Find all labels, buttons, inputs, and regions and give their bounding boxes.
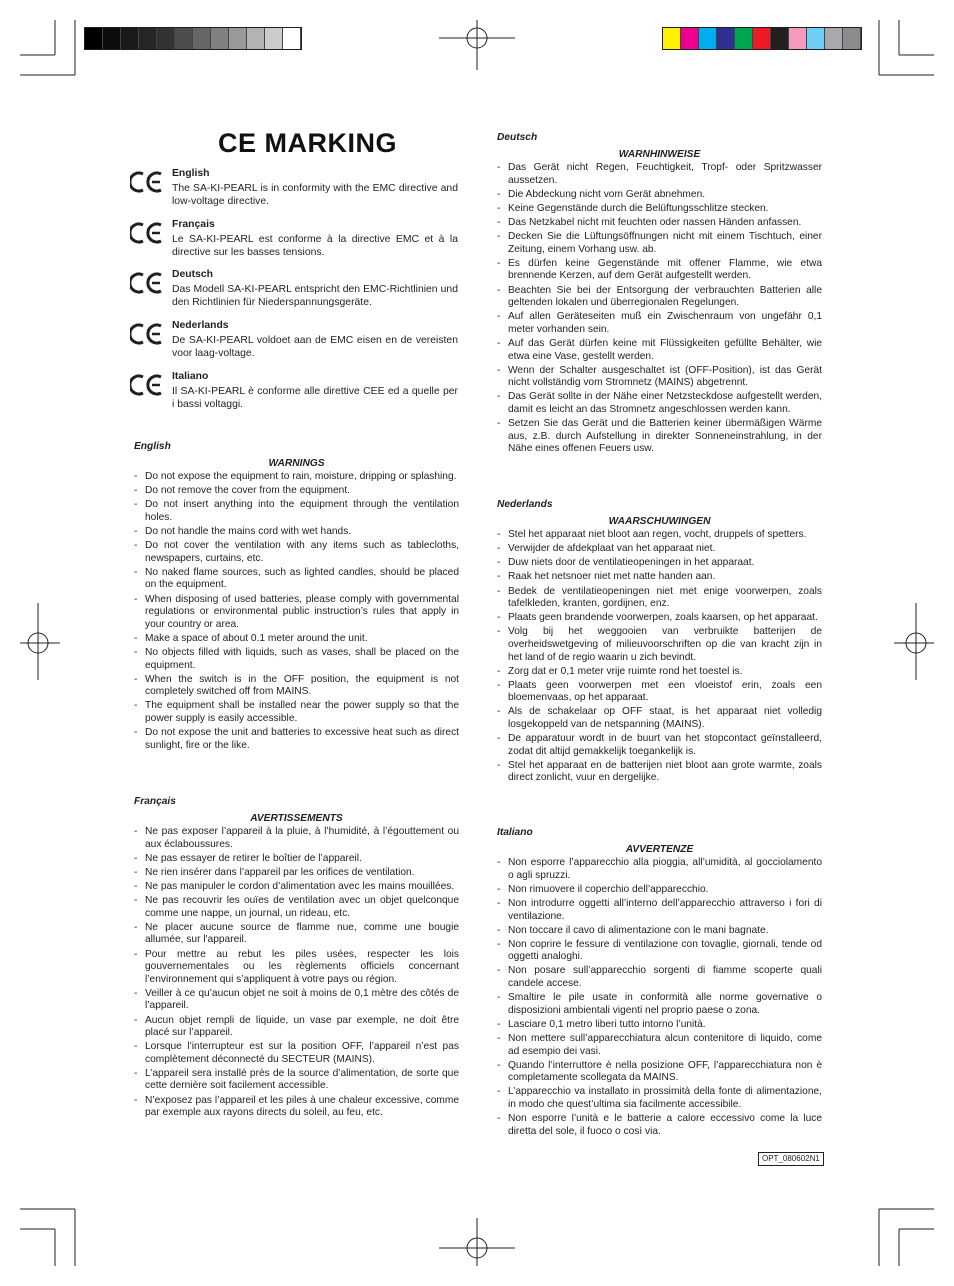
ce-statement: Das Modell SA-KI-PEARL entspricht den EMC-Richtlinien und den Richtlinien für Niederspannungsgeräte. — [172, 284, 458, 308]
ce-statement: Le SA-KI-PEARL est conforme à la directive EMC et à la directive sur les basses tensions. — [172, 234, 458, 258]
warning-item: - Non mettere sull’apparecchiatura alcun contenitore di liquido, come ad esempio dei vasi. — [497, 1033, 822, 1058]
warning-item: - Als de schakelaar op OFF staat, is het apparaat niet volledig losgekoppeld van de netspanning (MAINS). — [497, 706, 822, 731]
section-language: Nederlands — [497, 499, 553, 510]
warning-item: - Lasciare 0,1 metro liberi tutto intorno l’unità. — [497, 1019, 822, 1032]
warning-item: - Lorsque l’interrupteur est sur la position OFF, l’appareil n’est pas complètement déconnecté du SECTEUR (MAINS). — [134, 1041, 459, 1066]
document-code: OPT_080602N1 — [758, 1152, 824, 1166]
warning-item: - Setzen Sie das Gerät und die Batterien keiner übermäßigen Wärme aus, z.B. durch Aufstellung in direkter Sonneneinstrahlung, in der Nähe eines offenen Feuers usw. — [497, 418, 822, 456]
warning-item: - Bedek de ventilatieopeningen niet met enige voorwerpen, zoals tafelkleden, kranten, gordijnen, enz. — [497, 586, 822, 611]
warning-item: - Make a space of about 0.1 meter around the unit. — [134, 633, 459, 646]
section-heading: AVERTISSEMENTS — [250, 812, 343, 824]
warning-item: - Das Gerät nicht Regen, Feuchtigkeit, Tropf- oder Spritzwasser aussetzen. — [497, 162, 822, 187]
ce-lang: Deutsch — [172, 269, 213, 280]
section-deutsch — [497, 132, 822, 457]
warning-item: - Non rimuovere il coperchio dell’apparecchio. — [497, 884, 822, 897]
warning-item: - Ne pas manipuler le cordon d’alimentation avec les mains mouillées. — [134, 881, 459, 894]
warning-item: - Stel het apparaat en de batterijen niet bloot aan grote warmte, zoals direct zonlicht, vuur en dergelijke. — [497, 760, 822, 785]
section-italiano — [497, 827, 822, 1140]
section-francais — [134, 796, 459, 1121]
warning-item: - Ne placer aucune source de flamme nue, comme une bougie allumée, sur l'appareil. — [134, 922, 459, 947]
warning-item: - Do not handle the mains cord with wet hands. — [134, 526, 459, 539]
ce-mark-icon — [130, 272, 166, 294]
warning-item: - Aucun objet rempli de liquide, un vase par exemple, ne doit être placé sur l’appareil. — [134, 1015, 459, 1040]
warning-item: - Ne pas recouvrir les ouïes de ventilation avec un objet quelconque comme une nappe, un journal, un rideau, etc. — [134, 895, 459, 920]
warning-item: - Non toccare il cavo di alimentazione con le mani bagnate. — [497, 925, 822, 938]
warning-item: - Ne rien insérer dans l’appareil par les orifices de ventilation. — [134, 867, 459, 880]
warning-item: - Ne pas essayer de retirer le boîtier de l’appareil. — [134, 853, 459, 866]
warning-item: - The equipment shall be installed near the power supply so that the power supply is easily accessible. — [134, 700, 459, 725]
warning-item: - Plaats geen voorwerpen met een vloeistof erin, zoals een bloemenvaas, op het apparaat. — [497, 680, 822, 705]
ce-statement: Il SA-KI-PEARL è conforme alle direttive CEE ed a quelle per i bassi voltaggi. — [172, 386, 458, 410]
warning-item: - No naked flame sources, such as lighted candles, should be placed on the equipment. — [134, 567, 459, 592]
warning-item: - Es dürfen keine Gegenstände mit offener Flamme, wie etwa brennende Kerzen, auf dem Gerät aufgestellt werden. — [497, 258, 822, 283]
ce-lang: Nederlands — [172, 320, 229, 331]
section-language: Italiano — [497, 827, 533, 838]
section-language: English — [134, 441, 171, 452]
warning-item: - Zorg dat er 0,1 meter vrije ruimte rond het toestel is. — [497, 666, 822, 679]
ce-lang: Français — [172, 219, 215, 230]
ce-statement: The SA-KI-PEARL is in conformity with the EMC directive and low-voltage directive. — [172, 183, 458, 207]
page-title: CE MARKING — [218, 128, 397, 158]
section-nederlands — [497, 499, 822, 786]
warning-item: - Do not expose the equipment to rain, moisture, dripping or splashing. — [134, 471, 459, 484]
warning-item: - Auf das Gerät dürfen keine mit Flüssigkeiten gefüllte Behälter, wie etwa eine Vase, gestellt werden. — [497, 338, 822, 363]
warning-item: - Auf allen Geräteseiten muß ein Zwischenraum von ungefähr 0,1 meter vorhanden sein. — [497, 311, 822, 336]
warning-item: - N’exposez pas l’appareil et les piles à une chaleur excessive, comme par exemple aux rayons directs du soleil, au feu, etc. — [134, 1095, 459, 1120]
ce-mark-icon — [130, 323, 166, 345]
warning-item: - No objects filled with liquids, such as vases, shall be placed on the equipment. — [134, 647, 459, 672]
warning-list — [497, 529, 822, 785]
warning-list — [134, 471, 459, 752]
section-language: Deutsch — [497, 132, 538, 143]
warning-item: - Plaats geen brandende voorwerpen, zoals kaarsen, op het apparaat. — [497, 612, 822, 625]
warning-item: - Non posare sull’apparecchio sorgenti di fiamme scoperte quali candele accese. — [497, 965, 822, 990]
warning-item: - Do not remove the cover from the equipment. — [134, 485, 459, 498]
warning-item: - Do not cover the ventilation with any items such as tablecloths, newspapers, curtains, etc. — [134, 540, 459, 565]
warning-item: - Keine Gegenstände durch die Belüftungsschlitze stecken. — [497, 203, 822, 216]
warning-item: - Non coprire le fessure di ventilazione con tovaglie, giornali, tende od oggetti analoghi. — [497, 939, 822, 964]
section-heading: WAARSCHUWINGEN — [608, 515, 711, 527]
warning-item: - When disposing of used batteries, please comply with governmental regulations or environmental public instruction’s rules that apply in your country or area. — [134, 594, 459, 632]
warning-item: - Non esporre l’unità e le batterie a calore eccessivo come la luce diretta del sole, il fuoco o così via. — [497, 1113, 822, 1138]
warning-item: - Duw niets door de ventilatieopeningen in het apparaat. — [497, 557, 822, 570]
ce-statement: De SA-KI-PEARL voldoet aan de EMC eisen en de vereisten voor laag-voltage. — [172, 335, 458, 359]
warning-item: - Raak het netsnoer niet met natte handen aan. — [497, 571, 822, 584]
ce-lang: English — [172, 168, 210, 179]
warning-item: - L’apparecchio va installato in prossimità della fonte di alimentazione, in modo che quest’ultima sia facilmente accessibile. — [497, 1086, 822, 1111]
warning-item: - Das Gerät sollte in der Nähe einer Netzsteckdose aufgestellt werden, damit es leicht an das Stromnetz angeschlossen werden kann. — [497, 391, 822, 416]
warning-item: - Volg bij het weggooien van verbruikte batterijen de overheidswetgeving of milieuvoorschriften op die van kracht zijn in het land of de regio waarin u zich bevindt. — [497, 626, 822, 664]
warning-item: - Die Abdeckung nicht vom Gerät abnehmen. — [497, 189, 822, 202]
warning-list — [134, 826, 459, 1120]
section-heading: AVVERTENZE — [625, 843, 694, 855]
warning-item: - Ne pas exposer l’appareil à la pluie, à l’humidité, à l’égouttement ou aux éclaboussures. — [134, 826, 459, 851]
warning-list — [497, 162, 822, 456]
warning-item: - Quando l’interruttore è nella posizione OFF, l’apparecchiatura non è completamente scollegata da MAINS. — [497, 1060, 822, 1085]
warning-item: - Pour mettre au rebut les piles usées, respecter les lois gouvernementales ou les règlements officiels concernant l’environnement qui s’appliquent à votre pays ou région. — [134, 949, 459, 987]
section-heading: WARNINGS — [268, 457, 325, 469]
section-heading: WARNHINWEISE — [618, 148, 701, 160]
warning-list — [497, 857, 822, 1138]
warning-item: - Non esporre l’apparecchio alla pioggia, all’umidità, al gocciolamento o agli spruzzi. — [497, 857, 822, 882]
warning-item: - When the switch is in the OFF position, the equipment is not completely switched off from MAINS. — [134, 674, 459, 699]
warning-item: - Non introdurre oggetti all’interno dell’apparecchio attraverso i fori di ventilazione. — [497, 898, 822, 923]
ce-mark-icon — [130, 171, 166, 193]
warning-item: - Do not expose the unit and batteries to excessive heat such as direct sunlight, fire or the like. — [134, 727, 459, 752]
warning-item: - Do not insert anything into the equipment through the ventilation holes. — [134, 499, 459, 524]
warning-item: - Beachten Sie bei der Entsorgung der verbrauchten Batterien alle geltenden lokalen und überregionalen Regelungen. — [497, 285, 822, 310]
warning-item: - Stel het apparaat niet bloot aan regen, vocht, druppels of spetters. — [497, 529, 822, 542]
warning-item: - Smaltire le pile usate in conformità alle norme governative o disposizioni ambientali vigenti nel proprio paese o zona. — [497, 992, 822, 1017]
warning-item: - Das Netzkabel nicht mit feuchten oder nassen Händen anfassen. — [497, 217, 822, 230]
ce-mark-icon — [130, 222, 166, 244]
warning-item: - Decken Sie die Lüftungsöffnungen nicht mit einem Tischtuch, einer Zeitung, einem Vorhang usw. ab. — [497, 231, 822, 256]
warning-item: - Veiller à ce qu’aucun objet ne soit à moins de 0,1 mètre des côtés de l’appareil. — [134, 988, 459, 1013]
warning-item: - De apparatuur wordt in de buurt van het stopcontact geïnstalleerd, zodat dit altijd gemakkelijk toegankelijk is. — [497, 733, 822, 758]
warning-item: - Verwijder de afdekplaat van het apparaat niet. — [497, 543, 822, 556]
ce-mark-icon — [130, 374, 166, 396]
warning-item: - Wenn der Schalter ausgeschaltet ist (OFF-Position), ist das Gerät nicht vollständig vom Stromnetz (MAINS) abgetrennt. — [497, 365, 822, 390]
section-language: Français — [134, 796, 176, 807]
ce-lang: Italiano — [172, 371, 209, 382]
section-english — [134, 441, 459, 754]
warning-item: - L’appareil sera installé près de la source d’alimentation, de sorte que cette dernière soit facilement accessible. — [134, 1068, 459, 1093]
